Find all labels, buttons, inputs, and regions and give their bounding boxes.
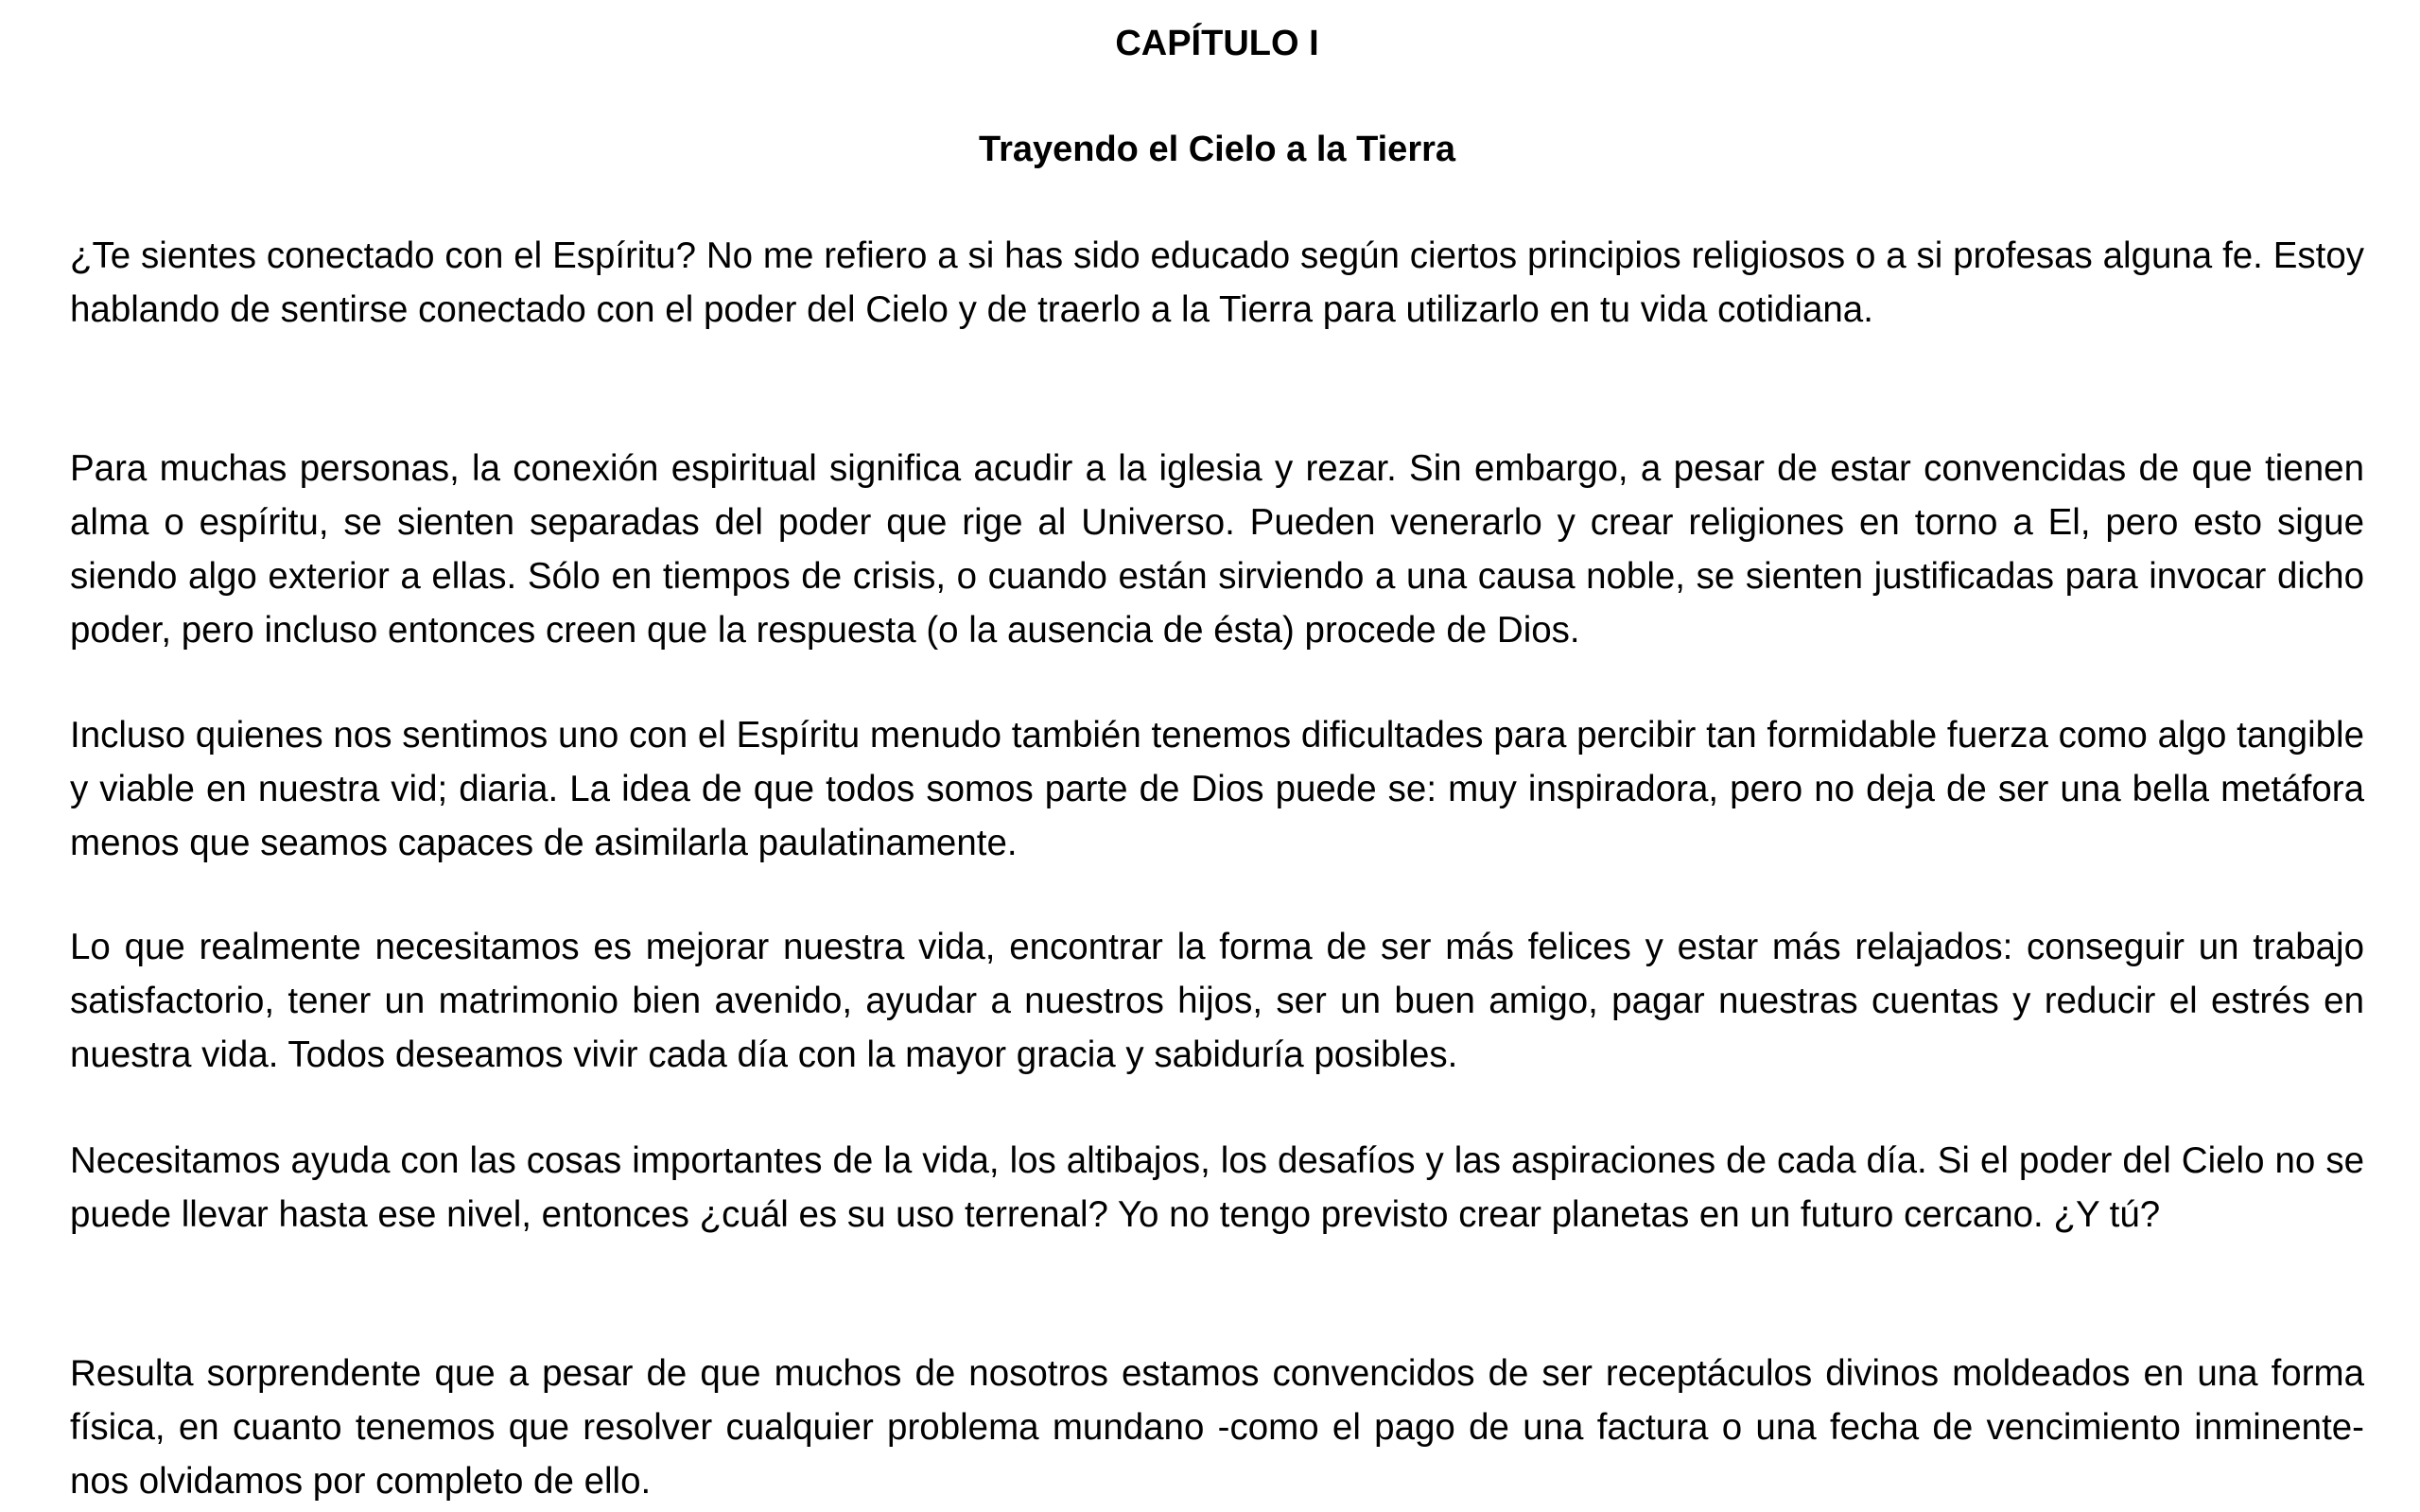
chapter-number: CAPÍTULO I [1115, 24, 1319, 63]
paragraph-3: Incluso quienes nos sentimos uno con el Espíritu menudo también tenemos dificultades para percibir tan formidable fuerza como algo tangible y viable en nuestra vid; diaria. La idea de que todos somos parte de Dios puede se: muy inspiradora, pero no deja de ser una bella metáfora menos que seamos capaces de asimilarla paulatinamente. [70, 715, 2364, 863]
chapter-title: Trayendo el Cielo a la Tierra [978, 130, 1456, 169]
paragraph-5: Necesitamos ayuda con las cosas importantes de la vida, los altibajos, los desafíos y las aspiraciones de cada día. Si el poder del Cielo no se puede llevar hasta ese nivel, entonces ¿cuál es su uso terrenal? Yo no tengo previsto crear planetas en un futuro cercano. ¿Y tú? [70, 1140, 2364, 1235]
paragraph-1: ¿Te sientes conectado con el Espíritu? No me refiero a si has sido educado según ciertos principios religiosos o a si profesas alguna fe. Estoy hablando de sentirse conectado con el poder del Cielo y de traerlo a la Tierra para utilizarlo en tu vida cotidiana. [70, 235, 2364, 330]
paragraph-6: Resulta sorprendente que a pesar de que muchos de nosotros estamos convencidos de ser receptáculos divinos moldeados en una forma física, en cuanto tenemos que resolver cualquier problema mundano -como el pago de una factura o una fecha de vencimiento inminente- nos olvidamos por completo de ello. [70, 1353, 2364, 1502]
paragraph-4: Lo que realmente necesitamos es mejorar nuestra vida, encontrar la forma de ser más felices y estar más relajados: conseguir un trabajo satisfactorio, tener un matrimonio bien avenido, ayudar a nuestros hijos, ser un buen amigo, pagar nuestras cuentas y reducir el estrés en nuestra vida. Todos deseamos vivir cada día con la mayor gracia y sabiduría posibles. [70, 927, 2364, 1075]
paragraph-2: Para muchas personas, la conexión espiritual significa acudir a la iglesia y rezar. Sin embargo, a pesar de estar convencidas de que tienen alma o espíritu, se sienten separadas del poder que rige al Universo. Pueden venerarlo y crear religiones en torno a El, pero esto sigue siendo algo exterior a ellas. Sólo en tiempos de crisis, o cuando están sirviendo a una causa noble, se sienten justificadas para invocar dicho poder, pero incluso entonces creen que la respuesta (o la ausencia de ésta) procede de Dios. [70, 448, 2364, 651]
